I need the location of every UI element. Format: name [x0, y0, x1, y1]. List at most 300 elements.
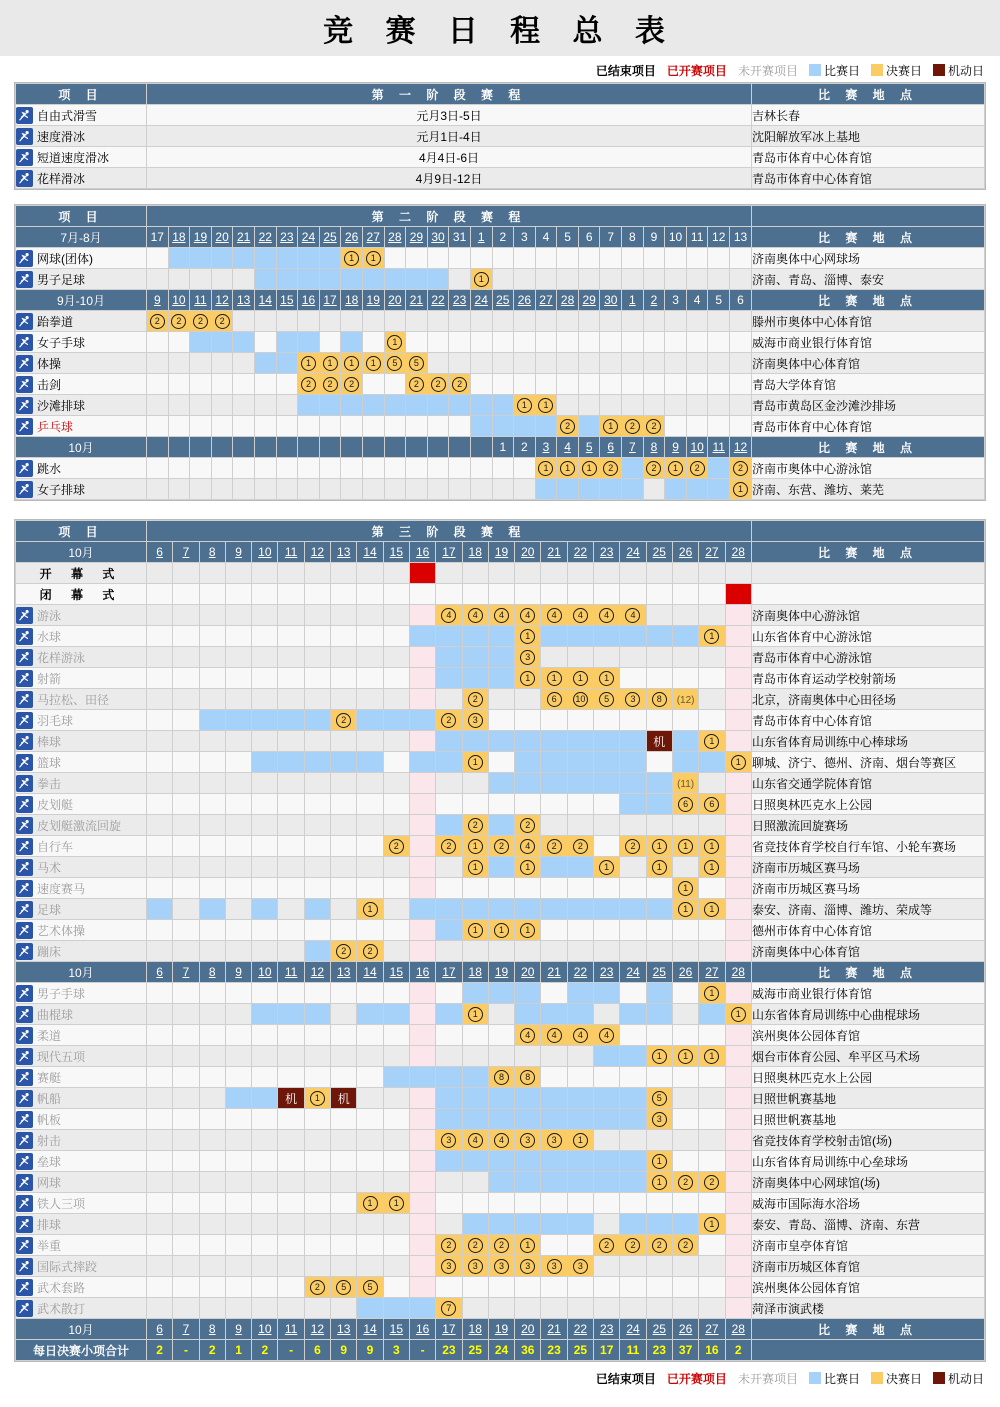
date-25[interactable]: 25 — [652, 545, 666, 559]
final-count-badge: 1 — [678, 839, 693, 854]
date-15[interactable]: 15 — [389, 965, 403, 979]
date-25[interactable]: 25 — [652, 1322, 666, 1336]
sport-label-cell — [16, 374, 146, 394]
date-14[interactable]: 14 — [363, 965, 377, 979]
date-13[interactable]: 13 — [337, 965, 351, 979]
final-day-cell — [357, 1193, 382, 1213]
row-cycling — [16, 836, 984, 856]
empty-cell — [226, 1277, 251, 1297]
date-28[interactable]: 28 — [731, 965, 745, 979]
sport-label — [16, 817, 146, 834]
date-cell — [600, 290, 621, 310]
date-17[interactable]: 17 — [442, 1322, 456, 1336]
trampoline-icon — [16, 943, 33, 960]
empty-cell — [568, 878, 593, 898]
empty-cell — [594, 584, 619, 604]
date-7[interactable]: 7 — [182, 965, 190, 979]
date-30[interactable]: 30 — [604, 293, 618, 307]
final-day-cell — [730, 458, 751, 478]
date-6[interactable]: 6 — [156, 1322, 163, 1336]
empty-cell — [384, 731, 409, 751]
date-27[interactable]: 27 — [705, 965, 719, 979]
date-8[interactable]: 8 — [650, 440, 658, 454]
date-12[interactable]: 12 — [310, 965, 325, 979]
date-30[interactable]: 30 — [431, 230, 445, 244]
date-21[interactable]: 21 — [547, 1322, 561, 1336]
empty-cell — [647, 1130, 672, 1150]
date-16[interactable]: 16 — [415, 965, 430, 979]
empty-cell — [384, 689, 409, 709]
date-4[interactable]: 4 — [564, 440, 571, 454]
empty-cell — [226, 1067, 251, 1087]
date-18[interactable]: 18 — [468, 1322, 482, 1336]
date-12[interactable]: 12 — [310, 545, 325, 559]
empty-cell — [436, 878, 461, 898]
date-28[interactable]: 28 — [731, 545, 745, 559]
match-day-cell — [673, 752, 698, 772]
empty-cell — [514, 248, 535, 268]
empty-cell — [331, 668, 356, 688]
empty-cell — [622, 269, 643, 289]
date-9[interactable]: 9 — [235, 545, 242, 559]
sport-label — [16, 1279, 146, 1296]
date-3[interactable]: 3 — [542, 440, 550, 454]
daily-finals-value-27: 16 — [699, 1340, 724, 1360]
empty-cell — [173, 731, 198, 751]
empty-cell — [406, 479, 427, 499]
date-14[interactable]: 14 — [258, 293, 272, 307]
date-24[interactable]: 24 — [626, 965, 640, 979]
empty-cell — [255, 311, 276, 331]
final-day-cell — [699, 626, 724, 646]
empty-cell — [190, 458, 211, 478]
empty-cell — [384, 1151, 409, 1171]
date-11[interactable]: 11 — [194, 293, 207, 307]
match-day-cell — [620, 1088, 645, 1108]
date-18[interactable]: 18 — [468, 965, 482, 979]
date-24[interactable]: 24 — [474, 293, 488, 307]
final-count-badge: 1 — [652, 1154, 667, 1169]
date-11[interactable]: 11 — [284, 965, 298, 979]
date-10[interactable]: 10 — [690, 440, 704, 454]
date-15[interactable]: 15 — [280, 293, 294, 307]
date-14[interactable]: 14 — [363, 1322, 377, 1336]
date-12[interactable]: 12 — [733, 440, 748, 454]
date-24[interactable]: 24 — [626, 1322, 640, 1336]
sport-label-cell — [16, 1109, 146, 1129]
empty-cell — [594, 794, 619, 814]
cycling-icon — [16, 838, 33, 855]
date-26[interactable]: 26 — [678, 1322, 693, 1336]
empty-cell — [200, 794, 225, 814]
final-day-cell — [673, 794, 698, 814]
match-day-cell — [410, 1298, 435, 1318]
date-24[interactable]: 24 — [626, 545, 640, 559]
match-day-cell — [620, 752, 645, 772]
empty-cell — [541, 1298, 566, 1318]
empty-cell — [436, 1172, 461, 1192]
empty-cell — [190, 395, 211, 415]
date-19[interactable]: 19 — [366, 293, 380, 307]
date-22[interactable]: 22 — [573, 1322, 588, 1336]
empty-cell — [278, 1193, 303, 1213]
date-18[interactable]: 18 — [172, 230, 186, 244]
empty-cell — [305, 563, 330, 583]
date-cell — [341, 290, 362, 310]
empty-cell — [493, 374, 514, 394]
date-17[interactable]: 17 — [442, 965, 456, 979]
empty-cell — [436, 689, 461, 709]
final-day-cell — [471, 269, 492, 289]
empty-cell — [200, 647, 225, 667]
row-short-track-speed-skating — [16, 147, 984, 167]
date-7[interactable]: 7 — [182, 545, 190, 559]
date-9[interactable]: 9 — [153, 293, 161, 307]
empty-cell — [493, 458, 514, 478]
date-17[interactable]: 17 — [442, 545, 456, 559]
date-20[interactable]: 20 — [521, 965, 535, 979]
date-24[interactable]: 24 — [301, 230, 316, 244]
empty-cell — [489, 1298, 514, 1318]
date-27[interactable]: 27 — [705, 1322, 719, 1336]
no-event-cell — [410, 1277, 435, 1297]
date-13[interactable]: 13 — [337, 1322, 351, 1336]
match-day-cell — [363, 395, 384, 415]
sport-label-cell — [16, 920, 146, 940]
daily-finals-value-15: 3 — [384, 1340, 409, 1360]
match-day-cell — [594, 1151, 619, 1171]
match-day-cell — [620, 1172, 645, 1192]
empty-cell — [579, 248, 600, 268]
date-22[interactable]: 22 — [573, 545, 588, 559]
freestyle-skiing-icon — [16, 107, 33, 124]
empty-cell — [428, 458, 449, 478]
empty-cell — [331, 1193, 356, 1213]
final-day-cell — [357, 1277, 382, 1297]
date-10[interactable]: 10 — [258, 965, 272, 979]
date-23[interactable]: 23 — [600, 1322, 614, 1336]
venue-cell: 济南奥体中心体育馆 — [752, 353, 984, 373]
date-1[interactable]: 1 — [477, 230, 485, 244]
date-7[interactable]: 7 — [629, 440, 636, 454]
sport-label-cell — [16, 1067, 146, 1087]
final-count-badge: 4 — [573, 1028, 588, 1043]
empty-cell — [463, 1277, 488, 1297]
date-13[interactable]: 13 — [337, 545, 351, 559]
empty-cell — [147, 374, 168, 394]
date-4: 4 — [542, 230, 550, 244]
date-11[interactable]: 11 — [284, 1322, 298, 1336]
date-cell — [226, 962, 251, 982]
date-10[interactable]: 10 — [258, 1322, 272, 1336]
date-27[interactable]: 27 — [539, 293, 553, 307]
legend-started: 已开赛项目 — [666, 1371, 727, 1386]
final-count-badge: 1 — [344, 251, 359, 266]
date-5[interactable]: 5 — [585, 440, 593, 454]
date-28[interactable]: 28 — [560, 293, 575, 307]
date-cell — [147, 962, 172, 982]
empty-cell — [385, 416, 406, 436]
date-6[interactable]: 6 — [607, 440, 615, 454]
row-archery — [16, 668, 984, 688]
date-12[interactable]: 12 — [310, 1322, 325, 1336]
date-8[interactable]: 8 — [208, 545, 216, 559]
date-19[interactable]: 19 — [494, 1322, 509, 1336]
empty-cell — [594, 1004, 619, 1024]
date-14[interactable]: 14 — [363, 545, 377, 559]
date-17[interactable]: 17 — [323, 293, 337, 307]
date-9: 9 — [650, 230, 658, 244]
final-count-badge: 3 — [494, 1259, 509, 1274]
final-count-badge: 2 — [646, 461, 661, 476]
date-23[interactable]: 23 — [452, 293, 467, 307]
empty-cell — [252, 1277, 277, 1297]
final-day-cell — [489, 1235, 514, 1255]
date-10[interactable]: 10 — [172, 293, 186, 307]
match-day-cell — [463, 668, 488, 688]
flex-day-swatch-icon — [933, 1372, 945, 1384]
date-16[interactable]: 16 — [301, 293, 316, 307]
date-6[interactable]: 6 — [156, 965, 163, 979]
date-16[interactable]: 16 — [415, 545, 430, 559]
date-28[interactable]: 28 — [731, 1322, 745, 1336]
empty-cell — [436, 794, 461, 814]
date-10[interactable]: 10 — [258, 545, 272, 559]
empty-cell — [305, 878, 330, 898]
date-15[interactable]: 15 — [389, 545, 403, 559]
empty-cell — [436, 1193, 461, 1213]
date-26[interactable]: 26 — [678, 545, 693, 559]
date-cell — [226, 1319, 251, 1339]
date-cell — [357, 962, 382, 982]
final-day-cell — [541, 689, 566, 709]
empty-cell — [515, 1298, 540, 1318]
date-cell — [252, 542, 277, 562]
date-19[interactable]: 19 — [193, 230, 208, 244]
empty-cell — [169, 395, 190, 415]
final-day-cell — [673, 1172, 698, 1192]
empty-cell — [278, 920, 303, 940]
date-9[interactable]: 9 — [235, 1322, 242, 1336]
date-11[interactable]: 11 — [284, 545, 298, 559]
date-22[interactable]: 22 — [258, 230, 272, 244]
date-27[interactable]: 27 — [705, 545, 719, 559]
row-rowing — [16, 1067, 984, 1087]
empty-cell — [173, 857, 198, 877]
date-cell — [385, 227, 406, 247]
empty-cell — [620, 1193, 645, 1213]
empty-cell — [252, 1046, 277, 1066]
final-day-cell — [169, 311, 190, 331]
month-label: 9月-10月 — [16, 290, 146, 310]
date-20[interactable]: 20 — [215, 230, 229, 244]
venue-cell: 青岛市体育中心体育馆 — [752, 710, 984, 730]
final-count-badge: 1 — [310, 1091, 325, 1106]
sport-label-cell — [16, 353, 146, 373]
empty-cell — [226, 983, 251, 1003]
venue-cell: 山东省体育局训练中心棒球场 — [752, 731, 984, 751]
empty-cell — [173, 1256, 198, 1276]
empty-cell — [255, 332, 276, 352]
empty-cell — [255, 395, 276, 415]
date-18[interactable]: 18 — [468, 545, 482, 559]
date-22[interactable]: 22 — [431, 293, 445, 307]
date-19[interactable]: 19 — [494, 965, 509, 979]
match-day-cell — [298, 332, 319, 352]
final-count-badge: 2 — [215, 314, 230, 329]
match-day-cell — [463, 1151, 488, 1171]
empty-cell — [514, 479, 535, 499]
date-15[interactable]: 15 — [389, 1322, 403, 1336]
match-day-cell — [489, 1088, 514, 1108]
match-day-cell — [436, 1151, 461, 1171]
date-21[interactable]: 21 — [236, 230, 251, 244]
final-count-badge: 1 — [520, 860, 535, 875]
date-18[interactable]: 18 — [344, 293, 359, 307]
date-16[interactable]: 16 — [415, 1322, 430, 1336]
empty-cell — [190, 479, 211, 499]
date-13[interactable]: 13 — [236, 293, 251, 307]
empty-cell — [463, 1025, 488, 1045]
sport-label-cell — [16, 332, 146, 352]
date-21[interactable]: 21 — [547, 965, 561, 979]
date-23[interactable]: 23 — [280, 230, 294, 244]
final-day-cell — [357, 899, 382, 919]
date-9[interactable]: 9 — [672, 440, 679, 454]
date-9[interactable]: 9 — [235, 965, 242, 979]
empty-cell — [357, 731, 382, 751]
empty-cell — [647, 584, 672, 604]
match-day-cell — [673, 731, 698, 751]
date-26[interactable]: 26 — [344, 230, 359, 244]
empty-cell — [673, 1193, 698, 1213]
match-day-cell — [568, 1151, 593, 1171]
date-29[interactable]: 29 — [409, 230, 424, 244]
empty-cell — [252, 1109, 277, 1129]
sport-label-cell — [16, 857, 146, 877]
empty-cell — [331, 563, 356, 583]
gymnastics-icon — [16, 355, 33, 372]
empty-cell — [568, 710, 593, 730]
empty-cell — [541, 563, 566, 583]
final-count-badge: 1 — [704, 860, 719, 875]
empty-cell — [305, 731, 330, 751]
final-count-badge: 2 — [344, 377, 359, 392]
empty-cell — [147, 752, 172, 772]
empty-cell — [226, 1130, 251, 1150]
date-2[interactable]: 2 — [650, 293, 658, 307]
date-cell — [305, 1319, 330, 1339]
date-8[interactable]: 8 — [208, 965, 216, 979]
match-day-cell — [594, 1088, 619, 1108]
date-8[interactable]: 8 — [208, 1322, 216, 1336]
date-26[interactable]: 26 — [517, 293, 532, 307]
row-diving — [16, 458, 984, 478]
sport-label — [16, 775, 146, 792]
empty-cell — [173, 689, 198, 709]
date-23[interactable]: 23 — [600, 965, 614, 979]
empty-cell — [147, 626, 172, 646]
sport-name: 击剑 — [37, 377, 62, 392]
empty-cell — [622, 395, 643, 415]
date-19[interactable]: 19 — [494, 545, 509, 559]
date-20[interactable]: 20 — [521, 1322, 535, 1336]
date-7[interactable]: 7 — [182, 1322, 190, 1336]
date-23[interactable]: 23 — [600, 545, 614, 559]
date-12[interactable]: 12 — [215, 293, 229, 307]
date-cell — [489, 1319, 514, 1339]
date-6[interactable]: 6 — [156, 545, 163, 559]
match-day-cell — [200, 899, 225, 919]
sport-label-cell — [16, 416, 146, 436]
empty-cell — [557, 332, 578, 352]
empty-cell — [600, 269, 621, 289]
empty-cell — [200, 1046, 225, 1066]
date-28[interactable]: 28 — [388, 230, 402, 244]
empty-cell — [331, 1256, 356, 1276]
date-cell — [190, 290, 211, 310]
legend-not-started: 未开赛项目 — [737, 1371, 798, 1386]
date-11[interactable]: 11 — [712, 440, 725, 454]
row-tennis-team — [16, 248, 984, 268]
date-26[interactable]: 26 — [678, 965, 693, 979]
match-day-cell — [384, 1067, 409, 1087]
empty-cell — [357, 794, 382, 814]
date-cell — [536, 227, 557, 247]
date-25[interactable]: 25 — [652, 965, 666, 979]
sport-label-cell — [16, 1130, 146, 1150]
date-20[interactable]: 20 — [521, 545, 535, 559]
date-21[interactable]: 21 — [409, 293, 424, 307]
date-cell — [514, 290, 535, 310]
empty-cell — [493, 311, 514, 331]
date-cell — [278, 1319, 303, 1339]
match-day-cell — [489, 773, 514, 793]
empty-cell — [252, 1298, 277, 1318]
final-count-badge: 1 — [468, 755, 483, 770]
summary-venue-cell — [752, 1340, 984, 1360]
date-cell — [173, 962, 198, 982]
date-22[interactable]: 22 — [573, 965, 588, 979]
empty-cell — [357, 1088, 382, 1108]
date-cell — [410, 542, 435, 562]
date-cell — [233, 227, 254, 247]
final-count-badge: 1 — [520, 629, 535, 644]
date-29[interactable]: 29 — [582, 293, 596, 307]
final-day-cell — [463, 857, 488, 877]
empty-cell — [600, 311, 621, 331]
date-cell — [200, 542, 225, 562]
date-21[interactable]: 21 — [547, 545, 561, 559]
date-25[interactable]: 25 — [323, 230, 337, 244]
date-25[interactable]: 25 — [496, 293, 510, 307]
final-count-badge: 5 — [652, 1091, 667, 1106]
empty-cell — [568, 647, 593, 667]
no-event-cell — [410, 1235, 435, 1255]
date-cell — [436, 962, 461, 982]
venue-cell — [752, 584, 984, 604]
venue-cell: 日照世帆赛基地 — [752, 1109, 984, 1129]
date-cell — [515, 962, 540, 982]
venue-cell: 日照奥林匹克水上公园 — [752, 1067, 984, 1087]
taekwondo-icon — [16, 313, 33, 330]
empty-cell — [514, 458, 535, 478]
date-27[interactable]: 27 — [366, 230, 380, 244]
date-cell — [665, 227, 686, 247]
empty-cell — [647, 920, 672, 940]
date-20[interactable]: 20 — [388, 293, 402, 307]
date-1[interactable]: 1 — [629, 293, 636, 307]
